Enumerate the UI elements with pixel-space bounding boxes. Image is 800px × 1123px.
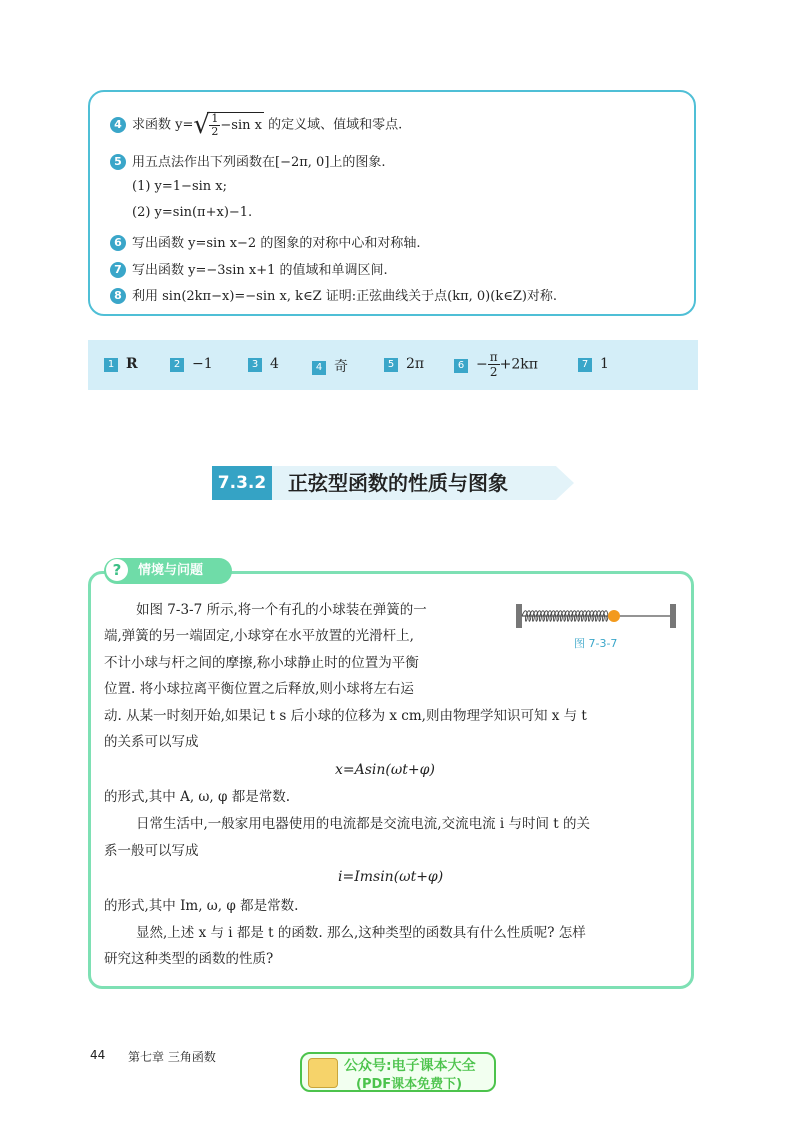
exercise-5-sub-1: (1) y=1−sin x; xyxy=(132,179,227,194)
context-tab xyxy=(104,558,232,584)
context-line-3: 不计小球与杆之间的摩擦,称小球静止时的位置为平衡 xyxy=(104,655,419,671)
answer-2: 2 −1 xyxy=(170,356,213,372)
answer-4: 4 奇 xyxy=(312,356,348,376)
spring-diagram xyxy=(514,600,680,636)
spring-figure xyxy=(514,600,680,660)
context-after-formula-1: 的形式,其中 A, ω, φ 都是常数. xyxy=(104,789,291,805)
answer-1: 1 R xyxy=(104,356,138,372)
exercise-5-sub-2: (2) y=sin(π+x)−1. xyxy=(132,205,253,220)
context-line-4: 位置. 将小球拉离平衡位置之后释放,则小球将左右运 xyxy=(104,681,414,697)
watermark-stamp xyxy=(300,1052,496,1092)
book-icon xyxy=(308,1058,338,1088)
page-number: 44 xyxy=(90,1048,106,1062)
question-icon: ? xyxy=(106,559,128,581)
context-para2-line-1: 日常生活中,一般家用电器使用的电流都是交流电流,交流电流 i 与时间 t 的关 xyxy=(136,816,590,832)
ball xyxy=(608,610,620,622)
answer-5: 5 2π xyxy=(384,356,424,372)
context-after-formula-2: 的形式,其中 Im, ω, φ 都是常数. xyxy=(104,898,299,914)
answer-band xyxy=(88,340,698,390)
section-heading xyxy=(212,466,574,500)
section-number: 7.3.2 xyxy=(212,466,272,500)
figure-caption: 图 7-3-7 xyxy=(574,637,618,650)
context-line-1: 如图 7-3-7 所示,将一个有孔的小球装在弹簧的一 xyxy=(136,602,427,618)
exercise-4: 4 求函数 y= √ $\frac{1}{2}$ −sin x 的定义域、值域和零点. xyxy=(110,112,402,138)
formula-displacement: x=Asin(ωt+φ) xyxy=(335,762,435,778)
answer-6: 6 − $\frac{\pi}{2}$ +2kπ xyxy=(454,350,538,379)
context-para3-line-1: 显然,上述 x 与 i 都是 t 的函数. 那么,这种类型的函数具有什么性质呢? 怎样 xyxy=(136,925,586,941)
answer-3: 3 4 xyxy=(248,356,279,372)
exercise-8: 8 利用 sin(2kπ−x)=−sin x, k∈Z 证明:正弦曲线关于点(kπ, 0)(k∈Z)对称. xyxy=(110,285,557,304)
section-title: 正弦型函数的性质与图象 xyxy=(288,471,508,495)
context-line-2: 端,弹簧的另一端固定,小球穿在水平放置的光滑杆上, xyxy=(104,628,414,644)
sqrt-expression: √ $\frac{1}{2}$ −sin x xyxy=(193,110,262,140)
context-tab-label: 情境与问题 xyxy=(138,563,204,578)
exercise-7: 7 写出函数 y=−3sin x+1 的值域和单调区间. xyxy=(110,259,388,278)
exercise-5: 5 用五点法作出下列函数在[−2π, 0]上的图象. xyxy=(110,151,386,170)
chapter-label: 第七章 三角函数 xyxy=(128,1050,216,1064)
answer-7: 7 1 xyxy=(578,356,609,372)
context-line-5: 动. 从某一时刻开始,如果记 t s 后小球的位移为 x cm,则由物理学知识可知 x 与 t xyxy=(104,708,587,724)
context-line-6: 的关系可以写成 xyxy=(104,734,199,750)
exercise-6: 6 写出函数 y=sin x−2 的图象的对称中心和对称轴. xyxy=(110,232,420,251)
context-para2-line-2: 系一般可以写成 xyxy=(104,843,199,859)
exercise-number: 4 xyxy=(110,117,126,133)
stamp-line-1: 公众号:电子课本大全 xyxy=(344,1058,476,1074)
formula-current: i=Imsin(ωt+φ) xyxy=(338,869,444,885)
stamp-line-2: (PDF课本免费下) xyxy=(356,1077,463,1092)
right-wall xyxy=(670,604,676,628)
left-wall xyxy=(516,604,522,628)
context-para3-line-2: 研究这种类型的函数的性质? xyxy=(104,951,274,967)
